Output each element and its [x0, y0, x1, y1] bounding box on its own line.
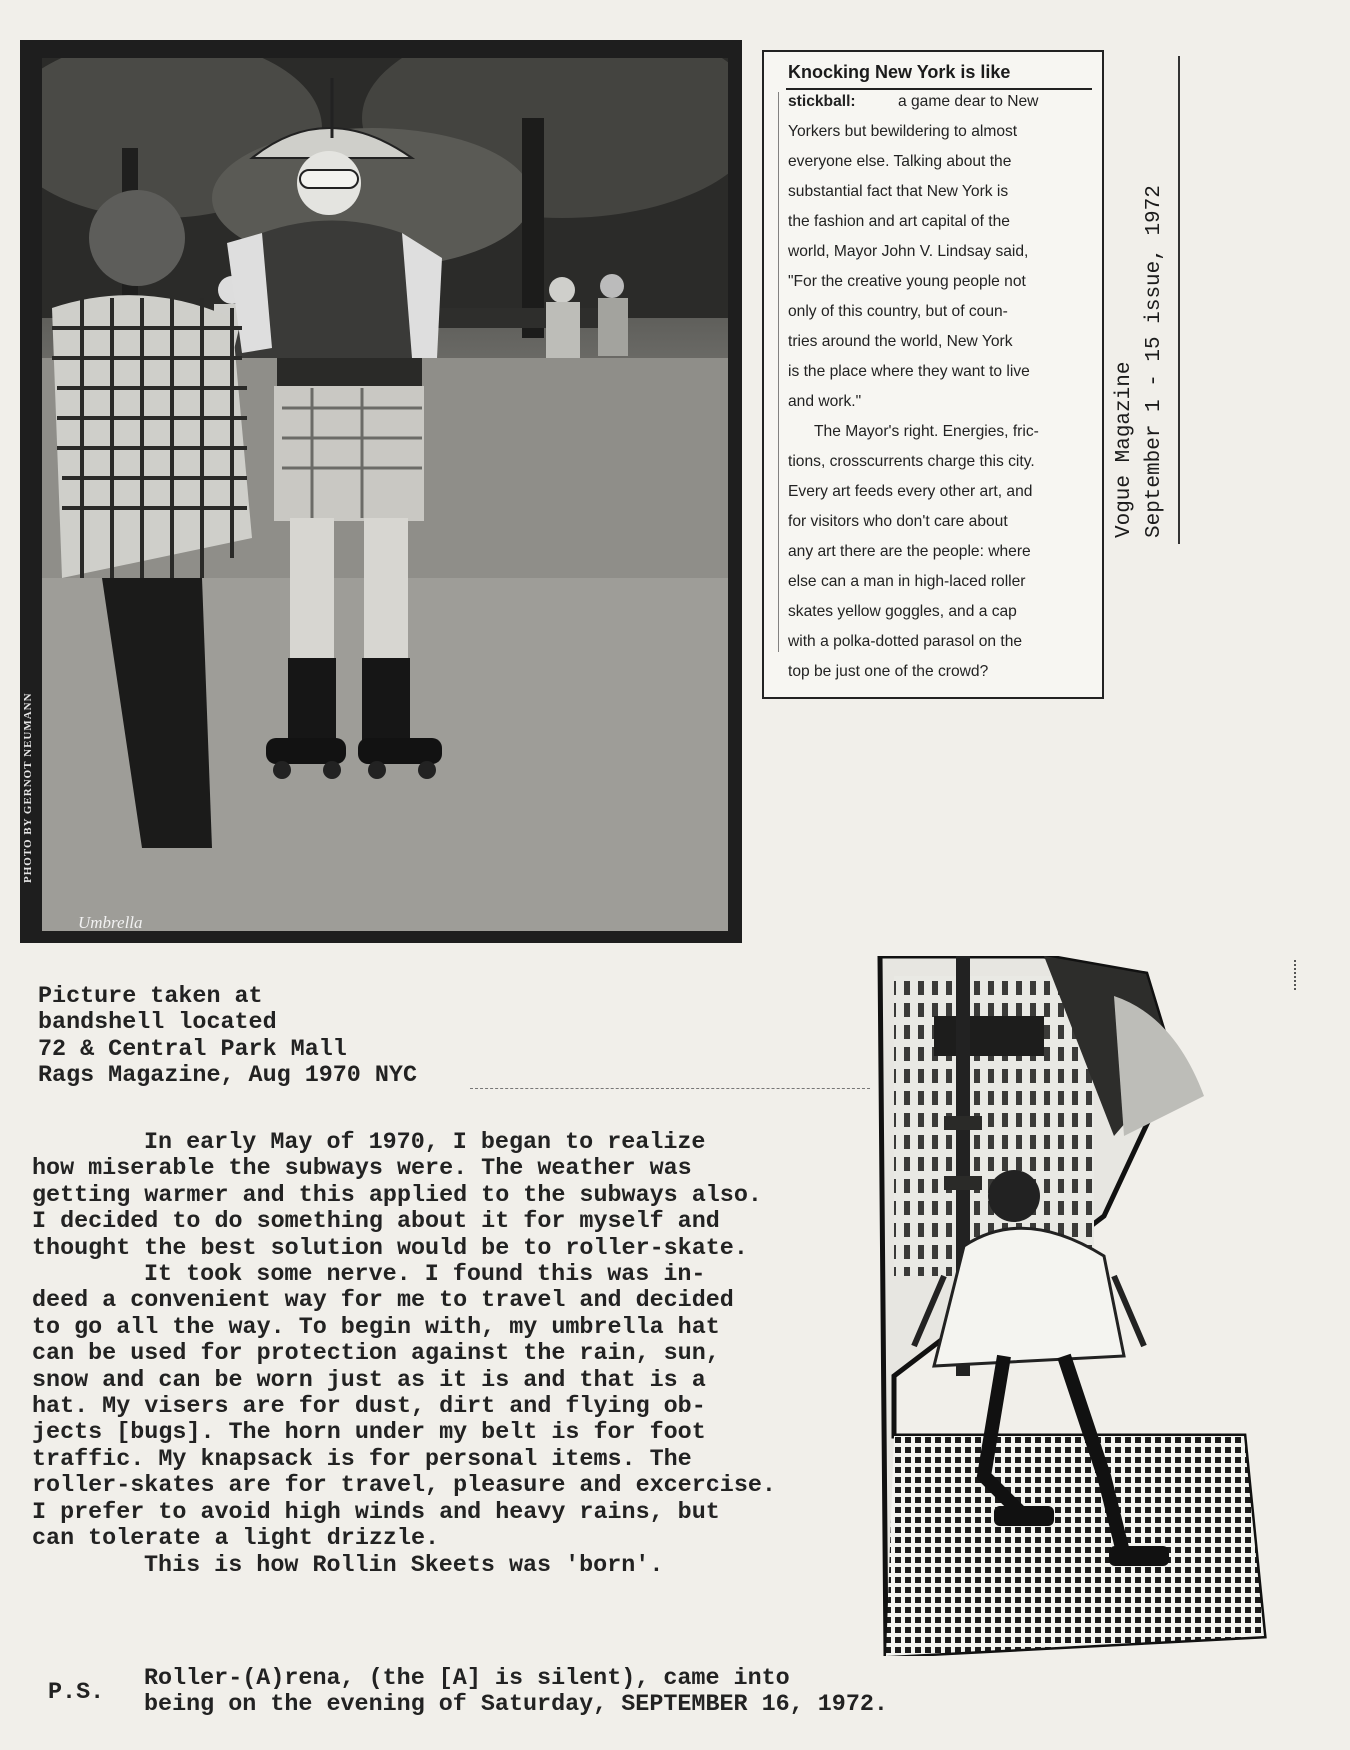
clipping-line: any art there are the people: where — [788, 543, 1031, 560]
margin-marks — [1294, 960, 1298, 990]
clipping-line: tries around the world, New York — [788, 333, 1013, 350]
clipping-margin-line — [778, 92, 779, 652]
clipping-line: top be just one of the crowd? — [788, 663, 989, 680]
photo-credit: PHOTO BY GERNOT NEUMANN — [22, 692, 34, 883]
clipping-line: substantial fact that New York is — [788, 183, 1009, 200]
location-line: 72 & Central Park Mall — [38, 1036, 347, 1063]
clipping-line: and work." — [788, 393, 862, 410]
ps-line: Roller-(A)rena, (the [A] is silent), came into — [144, 1666, 790, 1692]
source-magazine: Vogue Magazine — [1113, 361, 1136, 538]
location-line: Picture taken at — [38, 984, 263, 1010]
clipping-line: only of this country, but of coun- — [788, 303, 1008, 320]
location-line: Rags Magazine, Aug 1970 NYC — [38, 1063, 417, 1090]
clipping-first-line — [788, 87, 1088, 117]
clipping-line: tions, crosscurrents charge this city. — [788, 453, 1035, 470]
clipping-line: everyone else. Talking about the — [788, 153, 1012, 170]
clipping-heading-line2: stickball: — [788, 93, 856, 110]
ps-label: P.S. — [48, 1680, 105, 1706]
clipping-line: world, Mayor John V. Lindsay said, — [788, 243, 1029, 260]
cutout-illustration — [874, 956, 1314, 1656]
clipping-line: skates yellow goggles, and a cap — [788, 603, 1017, 620]
clipping-line: for visitors who don't care about — [788, 513, 1008, 530]
clipping-body — [788, 87, 1088, 687]
story-paragraph: It took some nerve. I found this was in- deed a convenient way for me to travel and decided to go all the way. To begin with, my umbrella hat can be used for protection against the rain, sun, snow and can be worn just as it is and that is a hat. My visers are for dust, dirt and flying ob- jects [bugs]. The horn under my belt is for foot traffic. My knapsack is for personal items. The roller-skates are for travel, pleasure and excercise. I prefer to avoid high winds and heavy rains, but can tolerate a light drizzle. — [32, 1262, 776, 1553]
clipping-line: the fashion and art capital of the — [788, 213, 1010, 230]
story-text — [32, 1130, 882, 1579]
clipping-line: "For the creative young people not — [788, 273, 1026, 290]
photo-caption: Umbrella — [78, 913, 143, 932]
clipping-line: is the place where they want to live — [788, 363, 1030, 380]
clipping-line: a game dear to New — [898, 93, 1039, 110]
story-paragraph: In early May of 1970, I began to realize how miserable the subways were. The weather was getting warmer and this applied to the subways also. I decided to do something about it for myself and thought the best solution would be to roller-skate. — [32, 1130, 762, 1262]
clipping-line: with a polka-dotted parasol on the — [788, 633, 1023, 650]
location-note — [38, 984, 578, 1090]
newspaper-photo — [20, 40, 742, 943]
ps-text — [144, 1666, 1144, 1719]
source-issue: September 1 - 15 issue, 1972 — [1143, 185, 1166, 538]
clipping-heading — [788, 58, 1088, 87]
clipping-line: Every art feeds every other art, and — [788, 483, 1033, 500]
clipping-line: Yorkers but bewildering to almost — [788, 123, 1018, 140]
magazine-clipping — [762, 50, 1104, 699]
ps-line: being on the evening of Saturday, SEPTEMBER 16, 1972. — [144, 1692, 888, 1719]
clipping-line: The Mayor's right. Energies, fric- — [814, 423, 1039, 440]
story-paragraph: This is how Rollin Skeets was 'born'. — [144, 1552, 664, 1579]
location-divider — [470, 1088, 870, 1089]
photo-scene — [42, 58, 728, 931]
skater-cutout-photo — [874, 956, 1314, 1656]
photo-illustration — [42, 58, 728, 931]
clipping-line: else can a man in high-laced roller — [788, 573, 1026, 590]
clipping-source-note — [1098, 56, 1180, 544]
clipping-heading-line1: Knocking New York is like — [788, 62, 1011, 82]
location-line: bandshell located — [38, 1010, 277, 1037]
